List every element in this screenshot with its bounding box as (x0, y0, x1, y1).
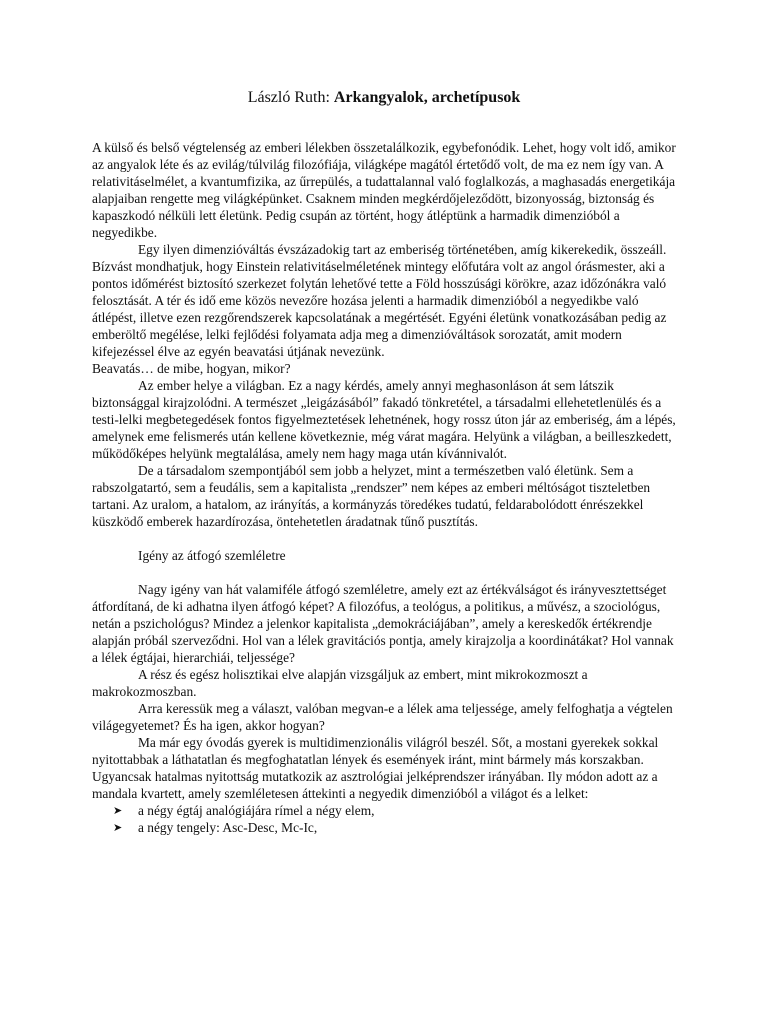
document-title (0, 88, 768, 108)
paragraph-9: Ma már egy óvodás gyerek is multidimenzionális világról beszél. Sőt, a mostani gyerekek sokkal nyitottabbak a láthatatlan és megfoghatatlan lények és események iránt, mint bármely más korszakban. Ugyancsak hatalmas nyitottság mutatkozik az asztrológiai jelképrendszer irányában. Ily módon adott az a mandala kvartett, amely szemléletesen áttekinti a negyedik dimenzióból a világot és a lelket: (92, 735, 659, 801)
paragraph-1: A külső és belső végtelenség az emberi lélekben összetalálkozik, egybefonódik. Lehet, hogy volt idő, amikor az angyalok léte és az evilág/túlvilág filozófiája, világképe magától értetődő volt, de ma ez nem így van. A relativitáselmélet, a kvantumfizika, az űrrepülés, a tudattalannal való foglalkozás, a maghasadás energetikája alapjaiban rengette meg világképünket. Csaknem minden megkérdőjeleződött, bizonyosság, biztonság és kapaszkodó nélküli lett életünk. Pedig csupán az történt, hogy átléptünk a harmadik dimenzióból a negyedikbe. (92, 140, 676, 240)
list-item-text: a négy égtáj analógiájára rímel a négy elem, (138, 803, 375, 818)
paragraph-3: Beavatás… de mibe, hogyan, mikor? (92, 361, 291, 376)
paragraph-8: Arra keressük meg a választ, valóban megvan-e a lélek ama teljessége, amely felfoghatja a végtelen világegyetemet? És ha igen, akkor hogyan? (92, 701, 673, 733)
title-author: László Ruth: (247, 89, 334, 106)
bullet-list (92, 802, 682, 836)
paragraph-7: A rész és egész holisztikai elve alapján vizsgáljuk az embert, mint mikrokozmoszt a makrokozmoszban. (92, 667, 588, 699)
paragraph-2: Egy ilyen dimenzióváltás évszázadokig tart az emberiség történetében, amíg kikerekedik, összeáll. Bízvást mondhatjuk, hogy Einstein relativitáselméletének mintegy előfutára volt az angol órásmester, aki a pontos időmérést biztosító szerkezet folytán lehetővé tette a Föld hosszúsági körökre, azaz időzónákra való felosztását. A tér és idő eme közös nevezőre hozása jelenti a harmadik dimenzióból a negyedikbe való átlépést, illetve ezen rezgőrendszerek kapcsolatának a megértését. Egyéni életünk vonatkozásában pedig az emberöltő megélése, lelki fejlődési folyamata adja meg a dimenzióváltások sorozatát, amit modern kifejezéssel élve az egyén beavatási útjának nevezünk. (92, 242, 667, 359)
paragraph-6: Nagy igény van hát valamiféle átfogó szemléletre, amely ezt az értékválságot és irányvesztettséget átfordítaná, de ki adhatna ilyen átfogó képet? A filozófus, a teológus, a politikus, a művész, a szociológus, netán a pszichológus? Mindez a jelenkor kapitalista „demokráciájában”, amely a kereskedők értékrendje alapján próbál szerveződni. Hol van a lélek gravitációs pontja, amely kirajzolja a koordinátákat? Hol vannak a lélek égtájai, hierarchiái, teljessége? (92, 582, 674, 665)
paragraph-4: Az ember helye a világban. Ez a nagy kérdés, amely annyi meghasonláson át sem látszik biztonsággal kirajzolódni. A természet „leigázásából” fakadó tönkretétel, a társadalmi ellehetetlenülés és a testi-lelki megbetegedések fontos figyelmeztetések lehetnének, hogy rossz úton jár az emberiség, ám a lépés, amelynek eme felismerés után kellene következnie, még várat magára. Helyünk a világban, a beilleszkedett, működőképes helyünk megtalálása, amely nem hagy maga után kívánnivalót. (92, 378, 676, 461)
list-item (92, 802, 682, 819)
blank-line (92, 530, 682, 547)
blank-line (92, 564, 682, 581)
paragraph-5: De a társadalom szempontjából sem jobb a helyzet, mint a természetben való életünk. Sem a rabszolgatartó, sem a feudális, sem a kapitalista „rendszer” nem képes az emberi méltóságot tiszteletben tartani. Az uralom, a hatalom, az irányítás, a kormányzás töredékes tudatú, feldarabolódott énrészekkel küszködő emberek hazardírozása, öntehetetlen áradatnak tűnő pusztítás. (92, 463, 651, 529)
document-body (92, 139, 682, 836)
arrowhead-bullet-icon: ➤ (113, 821, 123, 834)
title-main: Arkangyalok, archetípusok (333, 89, 521, 106)
arrowhead-bullet-icon: ➤ (113, 804, 123, 817)
section-heading: Igény az átfogó szemléletre (138, 548, 286, 563)
list-item-text: a négy tengely: Asc-Desc, Mc-Ic, (138, 820, 318, 835)
list-item (92, 819, 682, 836)
